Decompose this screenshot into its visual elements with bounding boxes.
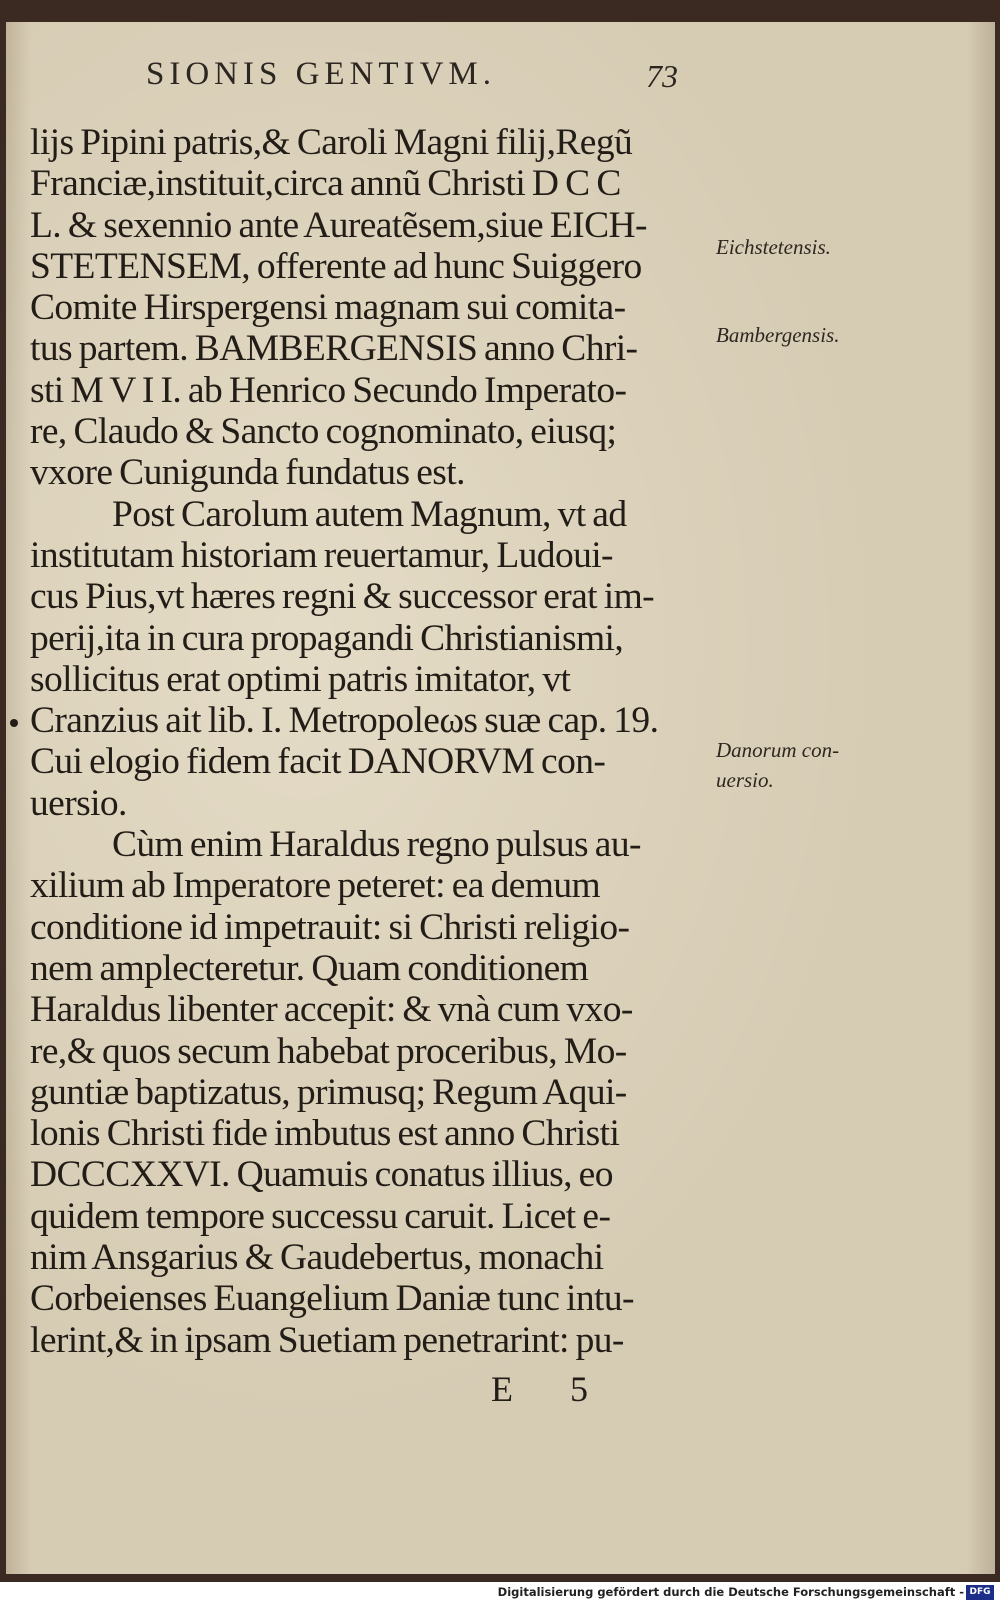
text-line: lerint,& in ipsam Suetiam penetrarint: pu- bbox=[30, 1319, 624, 1361]
text-line: Cranzius ait lib. I. Metropoleωs suæ cap. 19. bbox=[30, 700, 659, 742]
text-line: Comite Hirspergensi magnam sui comita- bbox=[30, 287, 626, 329]
text-line: cus Pius,vt hæres regni & successor erat im- bbox=[30, 576, 655, 618]
text-line: Corbeienses Euangelium Daniæ tunc intu- bbox=[30, 1278, 634, 1320]
book-page bbox=[6, 22, 995, 1574]
text-line: vxore Cunigunda fundatus est. bbox=[30, 452, 465, 494]
text-line: quidem tempore successu caruit. Licet e- bbox=[30, 1195, 611, 1237]
marginal-note-conversio: uersio. bbox=[716, 768, 774, 792]
running-title: SIONIS GENTIVM. bbox=[146, 56, 496, 92]
ink-mark bbox=[10, 719, 18, 727]
text-line: Franciæ,instituit,circa annũ Christi D C C bbox=[30, 163, 621, 205]
text-line: Haraldus libenter accepit: & vnà cum vxo- bbox=[30, 989, 633, 1031]
dfg-logo: DFG bbox=[966, 1585, 994, 1600]
marginal-note-bambergensis: Bambergensis. bbox=[716, 323, 840, 347]
text-line: institutam historiam reuertamur, Ludoui- bbox=[30, 534, 613, 576]
text-line: tus partem. BAMBERGENSIS anno Chri- bbox=[30, 328, 638, 370]
page-header bbox=[6, 52, 995, 112]
text-line: DCCCXXVI. Quamuis conatus illius, eo bbox=[30, 1154, 613, 1196]
signature-mark: E 5 bbox=[491, 1369, 612, 1409]
text-line: nim Ansgarius & Gaudebertus, monachi bbox=[30, 1237, 604, 1279]
marginal-note-danorum: Danorum con- bbox=[716, 738, 840, 762]
text-line: Cui elogio fidem facit DANORVM con- bbox=[30, 741, 606, 783]
text-line: re,& quos secum habebat proceribus, Mo- bbox=[30, 1030, 627, 1072]
page-number: 73 bbox=[646, 58, 678, 94]
text-line: lijs Pipini patris,& Caroli Magni filij,Regũ bbox=[30, 122, 633, 163]
text-line: perij,ita in cura propagandi Christianismi, bbox=[30, 617, 624, 659]
text-line: xilium ab Imperatore peteret: ea demum bbox=[30, 865, 601, 907]
text-line: sti M V I I. ab Henrico Secundo Imperato- bbox=[30, 369, 627, 411]
text-line: lonis Christi fide imbutus est anno Christi bbox=[30, 1113, 620, 1155]
text-line: re, Claudo & Sancto cognominato, eiusq; bbox=[30, 411, 617, 453]
text-line: STETENSEM, offerente ad hunc Suiggero bbox=[30, 245, 642, 287]
text-line: L. & sexennio ante Aureatẽsem,siue EICH- bbox=[30, 204, 647, 246]
text-line: uersio. bbox=[30, 782, 127, 824]
text-line: Post Carolum autem Magnum, vt ad bbox=[112, 493, 627, 535]
text-line: guntiæ baptizatus, primusq; Regum Aqui- bbox=[30, 1071, 627, 1113]
text-line: Cùm enim Haraldus regno pulsus au- bbox=[112, 824, 641, 866]
footer-bar bbox=[0, 1582, 1000, 1605]
text-line: nem amplecteretur. Quam conditionem bbox=[30, 947, 589, 989]
body-text bbox=[30, 122, 710, 1361]
text-line: sollicitus erat optimi patris imitator, vt bbox=[30, 658, 571, 700]
marginal-note-eichstetensis: Eichstetensis. bbox=[716, 235, 831, 259]
text-line: conditione id impetrauit: si Christi religio- bbox=[30, 906, 630, 948]
funding-notice: Digitalisierung gefördert durch die Deutsche Forschungsgemeinschaft - bbox=[497, 1585, 964, 1599]
